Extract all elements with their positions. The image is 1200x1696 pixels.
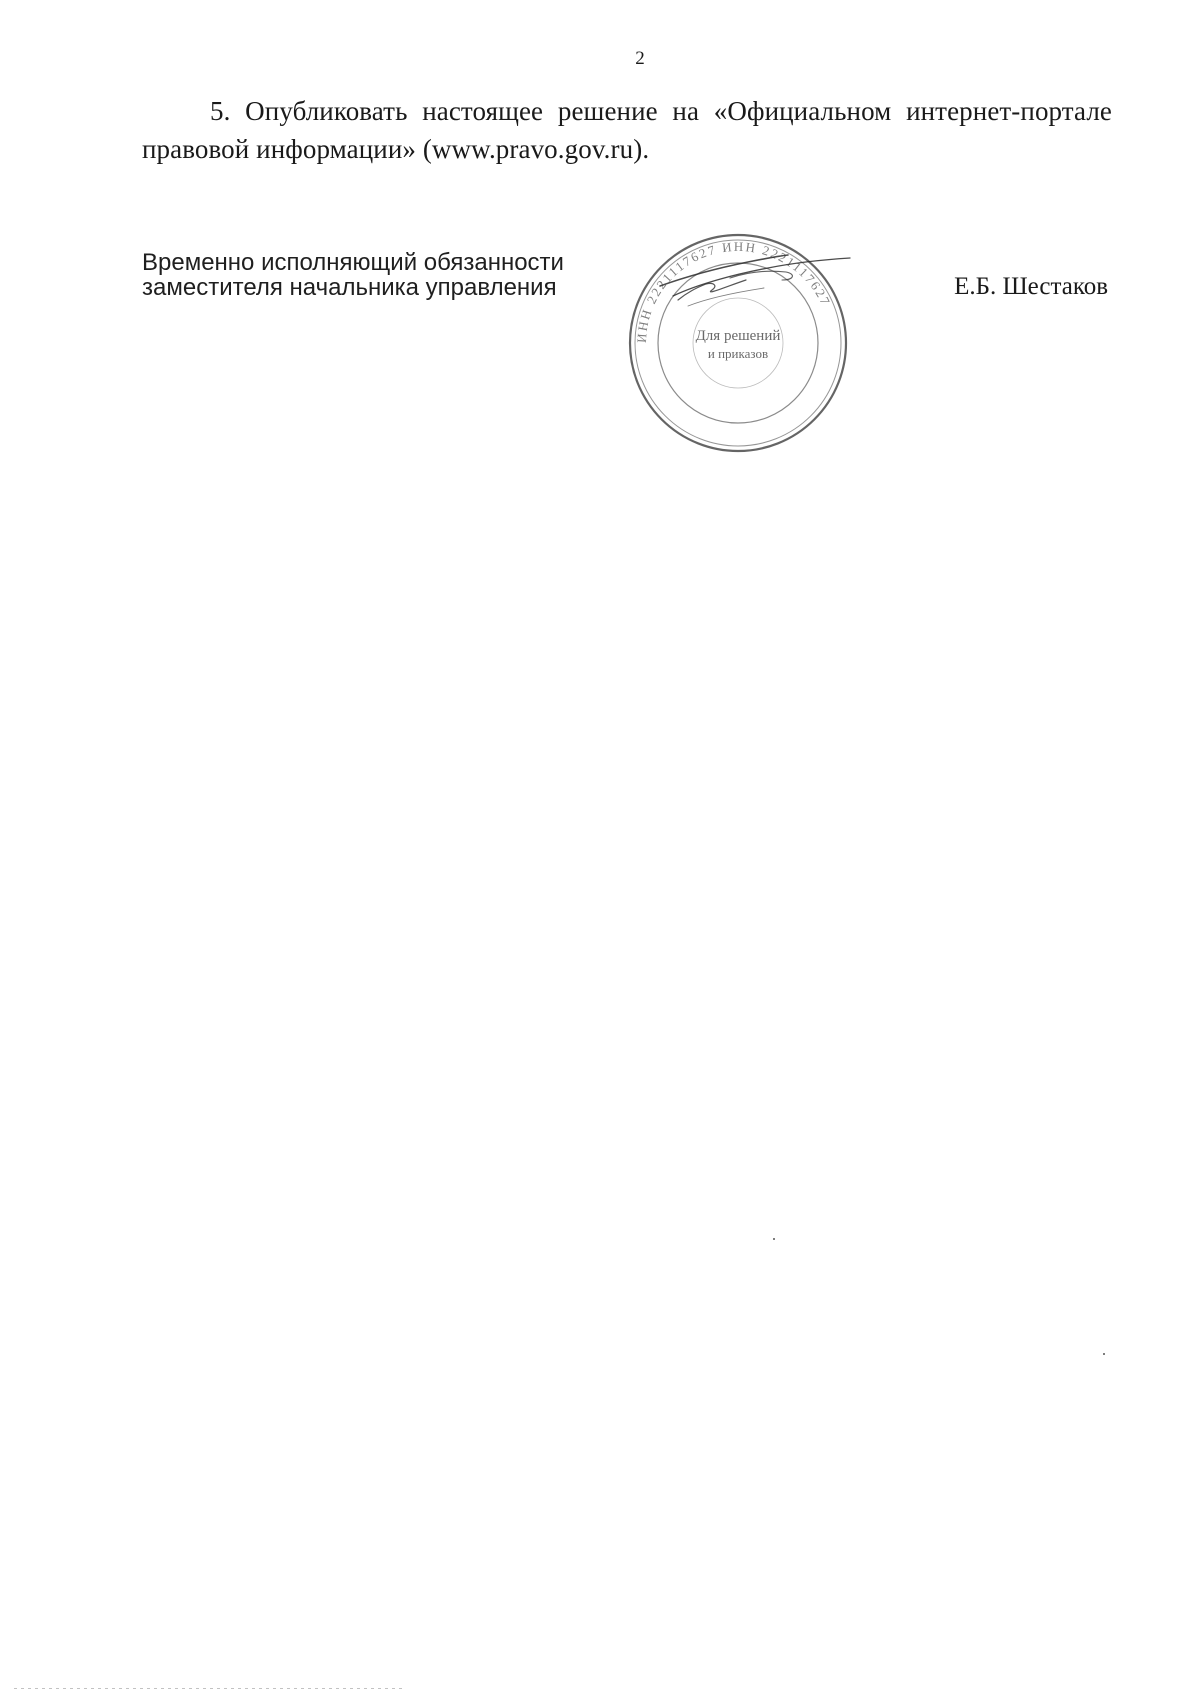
page-number: 2 <box>635 48 645 69</box>
signer-title-line-2: заместителя начальника управления <box>142 274 557 301</box>
signer-title <box>142 250 622 300</box>
stamp-center-line-2: и приказов <box>707 346 769 361</box>
scan-edge-noise <box>14 1688 404 1689</box>
official-stamp <box>618 228 858 458</box>
signer-name: Е.Б. Шестаков <box>954 273 1108 300</box>
signer-title-line-1: Временно исполняющий обязанности <box>142 249 564 276</box>
body-paragraph: 5. Опубликовать настоящее решение на «Официальном интернет-портале правовой информации» (www.pravo.gov.ru). <box>142 96 1112 164</box>
stamp-ring-text: ИНН 2221117627 ИНН 2221117627 <box>633 238 834 344</box>
scan-speck <box>1103 1353 1105 1355</box>
stamp-seal-graphic <box>618 228 858 458</box>
scan-speck <box>773 1238 775 1240</box>
stamp-center-line-1: Для решений <box>695 328 781 344</box>
